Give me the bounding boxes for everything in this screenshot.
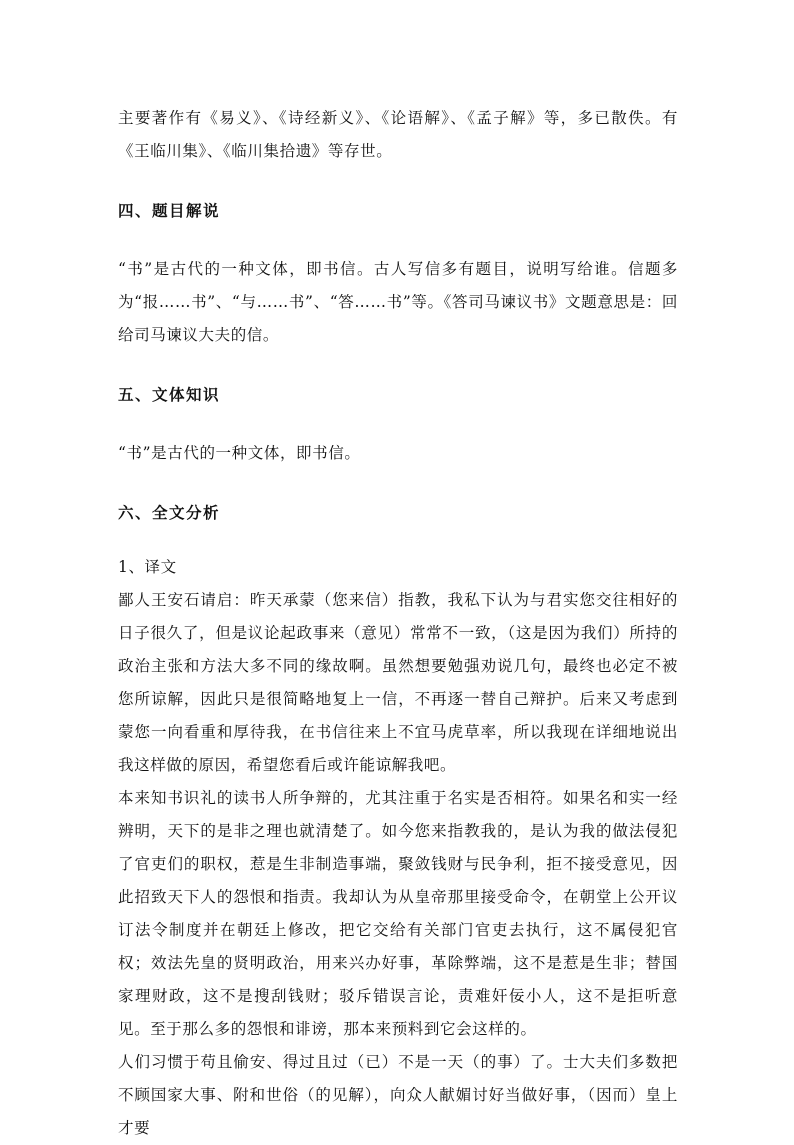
translation-paragraph-2: 本来知书识礼的读书人所争辩的，尤其注重于名实是否相符。如果名和实一经辨明，天下的是非之理也就清楚了。如今您来指教我的，是认为我的做法侵犯了官吏们的职权，惹是生非制造事端，聚敛钱财与民争利，拒不接受意见，因此招致天下人的怨恨和指责。我却认为从皇帝那里接受命令，在朝堂上公开议订法令制度并在朝廷上修改，把它交给有关部门官吏去执行，这不属侵犯官权；效法先皇的贤明政治，用来兴办好事，革除弊端，这不是惹是生非；替国家理财政，这不是搜刮钱财；驳斥错误言论，责难奸佞小人，这不是拒听意见。至于那么多的怨恨和诽谤，那本来预料到它会这样的。 [118,789,678,1038]
translation-paragraph-3: 人们习惯于苟且偷安、得过且过（已）不是一天（的事）了。士大夫们多数把不顾国家大事、附和世俗（的见解），向众人献媚讨好当做好事，（因而）皇上才要 [118,1053,678,1137]
section-heading-full-text-analysis: 六、全文分析 [118,503,221,522]
genre-knowledge-paragraph: “书”是古代的一种文体，即书信。 [118,444,361,462]
sub-heading-translation: 1、译文 [118,558,177,576]
topic-explanation-paragraph: “书”是古代的一种文体，即书信。古人写信多有题目，说明写给谁。信题多为“报……书”、“与……书”、“答……书”等。《答司马谏议书》文题意思是：回给司马谏议大夫的信。 [118,260,678,344]
intro-paragraph: 主要著作有《易义》、《诗经新义》、《论语解》、《孟子解》等，多已散佚。有《王临川集》、《临川集拾遗》等存世。 [118,109,678,160]
section-heading-genre-knowledge: 五、文体知识 [118,385,221,404]
section-heading-topic-explanation: 四、题目解说 [118,201,221,220]
translation-paragraph-1: 鄙人王安石请启：昨天承蒙（您来信）指教，我私下认为与君实您交往相好的日子很久了，但是议论起政事来（意见）常常不一致，（这是因为我们）所持的政治主张和方法大多不同的缘故啊。虽然想要勉强劝说几句，最终也必定不被您所谅解，因此只是很简略地复上一信，不再逐一替自己辩护。后来又考虑到蒙您一向看重和厚待我，在书信往来上不宜马虎草率，所以我现在详细地说出我这样做的原因，希望您看后或许能谅解我吧。 [118,591,678,774]
document-page [118,102,678,1145]
